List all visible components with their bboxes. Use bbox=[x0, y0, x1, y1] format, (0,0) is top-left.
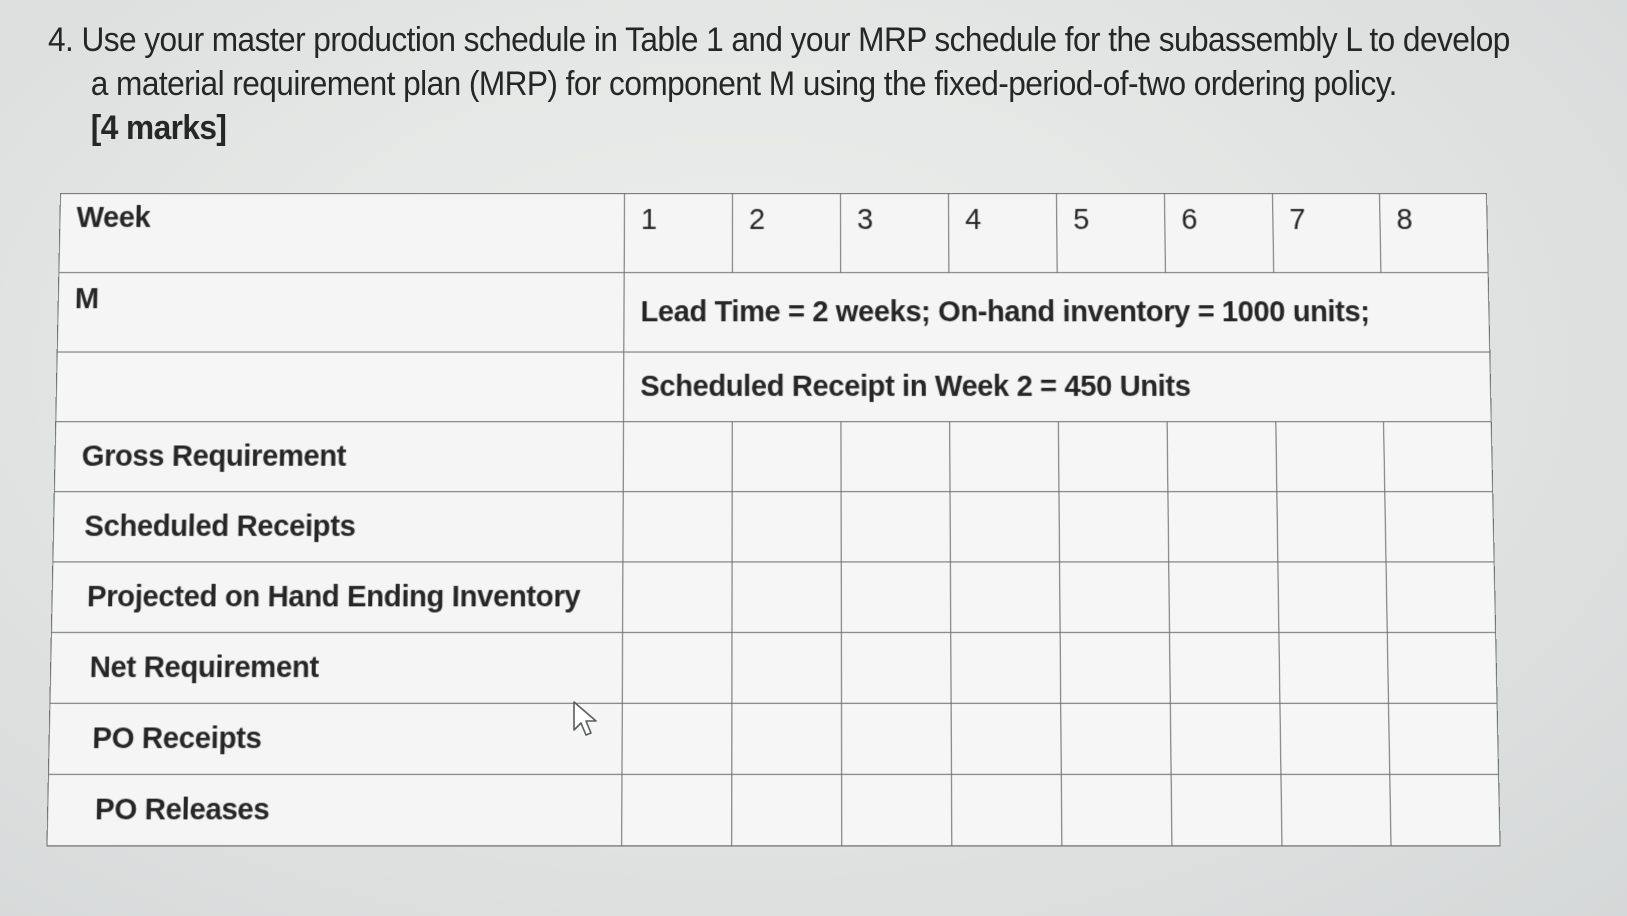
table-row bbox=[47, 774, 1500, 845]
cell-por-w3[interactable] bbox=[841, 703, 951, 774]
cell-net-w6[interactable] bbox=[1170, 632, 1280, 703]
table-row bbox=[51, 562, 1495, 633]
cell-gross-w3[interactable] bbox=[841, 422, 950, 492]
cell-net-w4[interactable] bbox=[951, 632, 1061, 703]
cell-gross-w6[interactable] bbox=[1167, 422, 1277, 492]
cell-gross-w7[interactable] bbox=[1276, 422, 1385, 492]
blank-label-cell bbox=[56, 352, 624, 422]
mrp-table bbox=[46, 193, 1500, 846]
week-2: 2 bbox=[732, 193, 840, 272]
week-6: 6 bbox=[1165, 193, 1274, 272]
cell-sched-w8[interactable] bbox=[1385, 492, 1494, 562]
cell-porel-w8[interactable] bbox=[1390, 774, 1500, 845]
info-row bbox=[56, 352, 1491, 422]
week-7: 7 bbox=[1273, 193, 1381, 272]
week-header-row bbox=[59, 193, 1488, 272]
week-label: Week bbox=[59, 193, 625, 272]
cell-poh-w6[interactable] bbox=[1169, 562, 1279, 633]
row-label-net-requirement: Net Requirement bbox=[50, 632, 623, 703]
cell-porel-w3[interactable] bbox=[842, 774, 952, 845]
row-label-scheduled-receipts: Scheduled Receipts bbox=[53, 492, 623, 562]
table-row bbox=[53, 492, 1494, 562]
row-label-projected-on-hand: Projected on Hand Ending Inventory bbox=[51, 562, 623, 633]
cell-sched-w1[interactable] bbox=[623, 492, 732, 562]
question-line-1: 4. Use your master production schedule in Table 1 and your MRP schedule for the subassembly L to develop bbox=[48, 21, 1510, 59]
cell-porel-w7[interactable] bbox=[1281, 774, 1391, 845]
item-row bbox=[57, 273, 1490, 352]
cell-net-w1[interactable] bbox=[622, 632, 732, 703]
cell-sched-w4[interactable] bbox=[950, 492, 1060, 562]
cell-gross-w1[interactable] bbox=[623, 422, 732, 492]
cell-porel-w5[interactable] bbox=[1061, 774, 1172, 845]
mouse-pointer-icon bbox=[572, 700, 600, 740]
cell-sched-w6[interactable] bbox=[1168, 492, 1278, 562]
cell-poh-w5[interactable] bbox=[1060, 562, 1170, 633]
cell-net-w5[interactable] bbox=[1060, 632, 1170, 703]
cell-por-w4[interactable] bbox=[951, 703, 1061, 774]
cell-por-w1[interactable] bbox=[622, 703, 732, 774]
row-label-gross-requirement: Gross Requirement bbox=[54, 422, 623, 492]
cell-gross-w2[interactable] bbox=[732, 422, 841, 492]
cell-sched-w5[interactable] bbox=[1059, 492, 1169, 562]
cell-poh-w2[interactable] bbox=[732, 562, 841, 633]
table-row bbox=[54, 422, 1492, 492]
cell-sched-w2[interactable] bbox=[732, 492, 841, 562]
question-line-2: a material requirement plan (MRP) for component M using the fixed-period-of-two ordering policy. bbox=[90, 65, 1397, 103]
cell-gross-w5[interactable] bbox=[1058, 422, 1168, 492]
week-1: 1 bbox=[624, 193, 732, 272]
week-5: 5 bbox=[1057, 193, 1166, 272]
cell-porel-w1[interactable] bbox=[622, 774, 732, 845]
cell-net-w3[interactable] bbox=[841, 632, 951, 703]
cell-poh-w4[interactable] bbox=[950, 562, 1060, 633]
cell-gross-w4[interactable] bbox=[950, 422, 1059, 492]
cell-gross-w8[interactable] bbox=[1384, 422, 1493, 492]
cell-sched-w7[interactable] bbox=[1277, 492, 1386, 562]
cell-porel-w4[interactable] bbox=[951, 774, 1061, 845]
week-4: 4 bbox=[949, 193, 1058, 272]
cell-net-w2[interactable] bbox=[732, 632, 842, 703]
question-marks: [4 marks] bbox=[90, 109, 227, 147]
lead-time-info: Lead Time = 2 weeks; On-hand inventory = 1000 units; bbox=[624, 273, 1490, 352]
cell-por-w8[interactable] bbox=[1389, 703, 1499, 774]
cell-net-w7[interactable] bbox=[1279, 632, 1389, 703]
cell-sched-w3[interactable] bbox=[841, 492, 950, 562]
table-row bbox=[50, 632, 1497, 703]
cell-net-w8[interactable] bbox=[1387, 632, 1497, 703]
cell-poh-w8[interactable] bbox=[1386, 562, 1496, 633]
week-3: 3 bbox=[841, 193, 949, 272]
row-label-po-releases: PO Releases bbox=[47, 774, 622, 845]
cell-por-w2[interactable] bbox=[732, 703, 842, 774]
cell-poh-w1[interactable] bbox=[623, 562, 732, 633]
cell-por-w7[interactable] bbox=[1280, 703, 1390, 774]
cell-poh-w3[interactable] bbox=[841, 562, 951, 633]
cell-por-w5[interactable] bbox=[1061, 703, 1171, 774]
row-label-po-receipts: PO Receipts bbox=[48, 703, 622, 774]
week-8: 8 bbox=[1380, 193, 1489, 272]
item-label: M bbox=[57, 273, 624, 352]
scheduled-receipt-info: Scheduled Receipt in Week 2 = 450 Units bbox=[624, 352, 1492, 422]
cell-por-w6[interactable] bbox=[1170, 703, 1281, 774]
cell-porel-w6[interactable] bbox=[1171, 774, 1282, 845]
cell-porel-w2[interactable] bbox=[732, 774, 842, 845]
cell-poh-w7[interactable] bbox=[1278, 562, 1387, 633]
table-row bbox=[48, 703, 1498, 774]
question-text bbox=[48, 18, 1510, 150]
